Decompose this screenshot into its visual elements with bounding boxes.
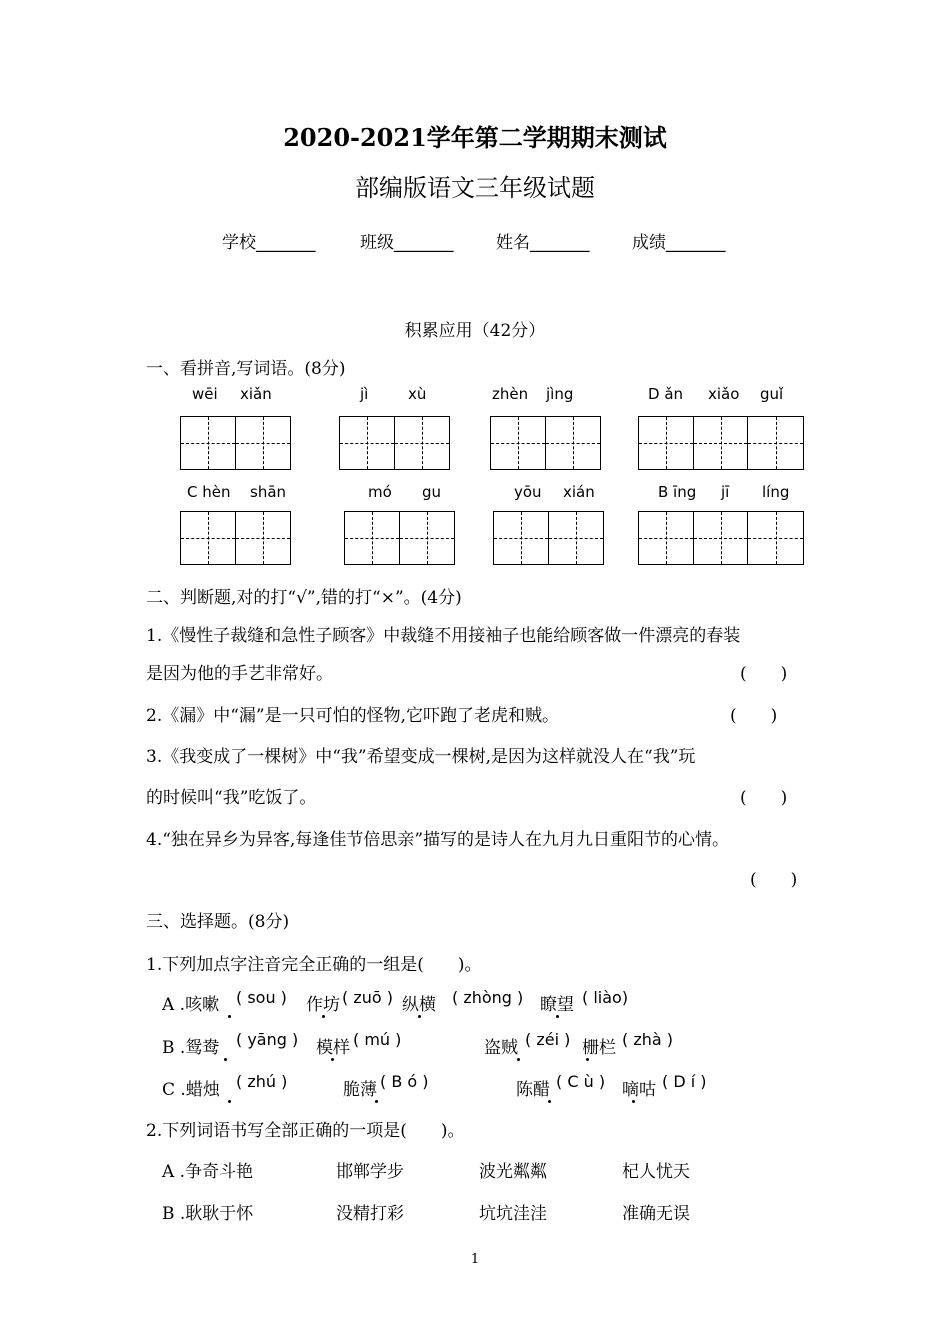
pinyin: D ǎn: [648, 385, 684, 403]
pinyin: guǐ: [760, 385, 784, 403]
option-a-pinyin: ( zuō ): [342, 988, 393, 1007]
pinyin: gu: [422, 483, 442, 501]
option-c-pinyin: ( C ù ): [556, 1072, 606, 1091]
pinyin: jìng: [546, 385, 574, 403]
emphasis-dot: [228, 1100, 231, 1103]
emphasis-dot: [228, 1015, 231, 1018]
s2-q2: 2.《漏》中“漏”是一只可怕的怪物,它吓跑了老虎和贼。: [146, 706, 560, 726]
s3-q1: 1.下列加点字注音完全正确的一组是( )。: [146, 955, 482, 975]
pinyin: shān: [250, 483, 287, 501]
answer-parentheses[interactable]: ( ): [750, 870, 798, 890]
pinyin: jī: [721, 483, 730, 501]
pinyin: C hèn: [187, 483, 231, 501]
s3-title: 三、选择题。(8分): [146, 912, 290, 932]
option-c-pinyin: ( D í ): [662, 1072, 707, 1091]
answer-parentheses[interactable]: ( ): [730, 706, 778, 726]
option-b-pinyin: ( zéi ): [525, 1030, 571, 1049]
pinyin: mó: [368, 483, 392, 501]
emphasis-dot: [331, 1058, 334, 1061]
pinyin: jì: [360, 385, 369, 403]
option-c-pinyin: ( zhú ): [236, 1072, 288, 1091]
option-c-word: 嘀咕: [622, 1080, 656, 1100]
option-b-word: 准确无误: [622, 1204, 690, 1224]
pinyin: xù: [408, 385, 427, 403]
writing-grid[interactable]: [344, 511, 455, 565]
option-b-pinyin: ( zhà ): [622, 1030, 673, 1049]
s2-q1-cont: 是因为他的手艺非常好。: [146, 664, 333, 684]
emphasis-dot: [322, 1015, 325, 1018]
s3-q2: 2.下列词语书写全部正确的一项是( )。: [146, 1121, 465, 1141]
pinyin: zhèn: [492, 385, 529, 403]
option-b-pinyin: ( yāng ): [236, 1030, 299, 1049]
emphasis-dot: [548, 1100, 551, 1103]
option-a-word: 波光粼粼: [479, 1162, 547, 1182]
emphasis-dot: [556, 1015, 559, 1018]
option-c-pinyin: ( B ó ): [380, 1072, 429, 1091]
option-a-word: 杞人忧天: [622, 1162, 690, 1182]
option-b-word: B .鸳鸯: [162, 1038, 220, 1058]
option-b-word: 模样: [316, 1038, 350, 1058]
pinyin: B īng: [658, 483, 697, 501]
school-field[interactable]: 学校_______: [222, 233, 316, 253]
option-a-pinyin: ( zhòng ): [452, 988, 524, 1007]
writing-grid[interactable]: [180, 416, 291, 470]
option-c-word: C .蜡烛: [162, 1080, 220, 1100]
s2-q1: 1.《慢性子裁缝和急性子顾客》中裁缝不用接袖子也能给顾客做一件漂亮的春装: [146, 626, 741, 646]
writing-grid[interactable]: [339, 416, 450, 470]
page-subtitle: 部编版语文三年级试题: [355, 174, 595, 202]
option-a-word: 瞭望: [540, 995, 574, 1015]
option-a-word: 作坊: [306, 995, 340, 1015]
name-field[interactable]: 姓名_______: [496, 233, 590, 253]
emphasis-dot: [632, 1100, 635, 1103]
writing-grid[interactable]: [490, 416, 601, 470]
answer-parentheses[interactable]: ( ): [740, 788, 788, 808]
emphasis-dot: [224, 1058, 227, 1061]
answer-parentheses[interactable]: ( ): [740, 664, 788, 684]
option-b-word: 盗贼: [484, 1038, 518, 1058]
writing-grid[interactable]: [638, 416, 804, 470]
page-title: 2020-2021学年第二学期期末测试: [283, 123, 667, 152]
option-b-word: 没精打彩: [336, 1204, 404, 1224]
pinyin: xiǎo: [708, 385, 740, 403]
option-b-word: B .耿耿于怀: [162, 1204, 254, 1224]
option-a-pinyin: ( sou ): [236, 988, 287, 1007]
class-field[interactable]: 班级_______: [360, 233, 454, 253]
option-c-word: 陈醋: [516, 1080, 550, 1100]
pinyin: wēi: [192, 385, 218, 403]
s2-q3: 3.《我变成了一棵树》中“我”希望变成一棵树,是因为这样就没人在“我”玩: [146, 747, 696, 767]
option-a-word: 纵横: [402, 995, 436, 1015]
s2-title: 二、判断题,对的打“√”,错的打“×”。(4分): [146, 588, 462, 608]
emphasis-dot: [418, 1015, 421, 1018]
emphasis-dot: [517, 1058, 520, 1061]
s2-q3-cont: 的时候叫“我”吃饭了。: [146, 788, 317, 808]
pinyin: yōu: [514, 483, 542, 501]
option-a-word: 邯郸学步: [336, 1162, 404, 1182]
option-c-word: 脆薄: [343, 1080, 377, 1100]
emphasis-dot: [375, 1100, 378, 1103]
writing-grid[interactable]: [180, 511, 291, 565]
option-b-word: 栅栏: [582, 1038, 616, 1058]
s2-q4: 4.“独在异乡为异客,每逢佳节倍思亲”描写的是诗人在九月九日重阳节的心情。: [146, 830, 730, 850]
writing-grid[interactable]: [493, 511, 604, 565]
writing-grid[interactable]: [638, 511, 804, 565]
emphasis-dot: [586, 1058, 589, 1061]
section-heading: 积累应用（42分）: [404, 321, 546, 341]
option-a-pinyin: ( liào): [582, 988, 629, 1007]
pinyin: líng: [762, 483, 790, 501]
option-a-word: A .争奇斗艳: [162, 1162, 254, 1182]
option-b-pinyin: ( mú ): [353, 1030, 402, 1049]
pinyin: xiǎn: [240, 385, 272, 403]
score-field[interactable]: 成绩_______: [632, 233, 726, 253]
s1-title: 一、看拼音,写词语。(8分): [146, 359, 346, 379]
option-a-word: A .咳嗽: [162, 995, 220, 1015]
pinyin: xián: [563, 483, 595, 501]
page-number: 1: [470, 1252, 480, 1267]
option-b-word: 坑坑洼洼: [479, 1204, 547, 1224]
